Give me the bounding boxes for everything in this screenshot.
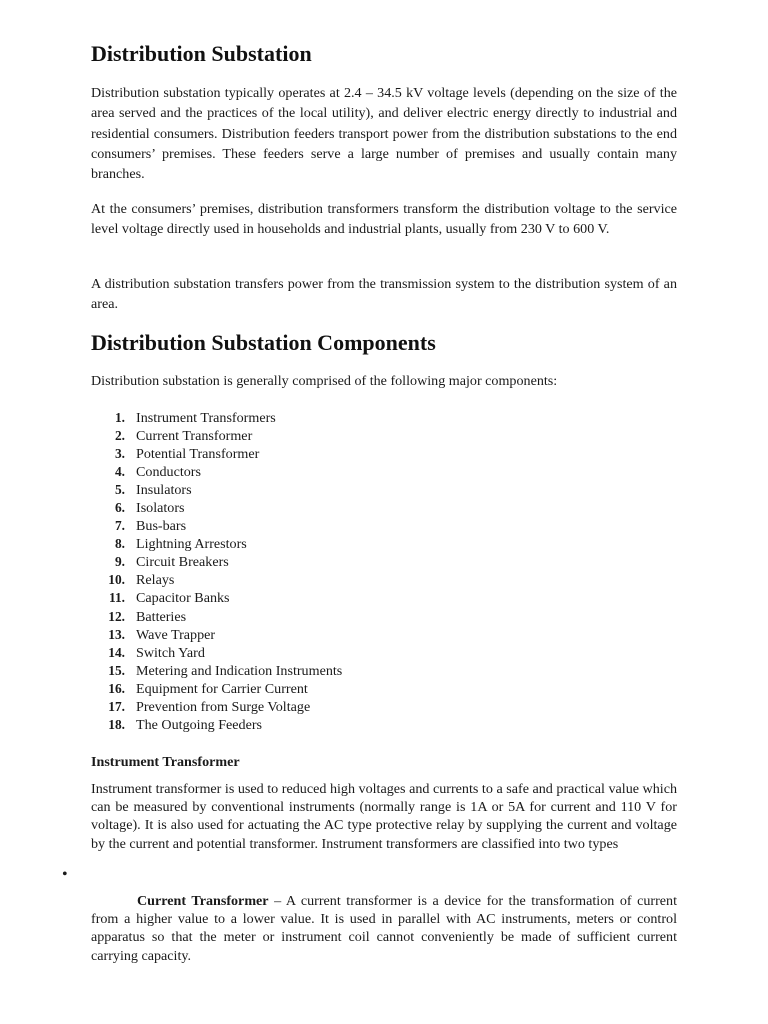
paragraph-substation-overview: Distribution substation typically operates at 2.4 – 34.5 kV voltage levels (depending on the size of the area served and the practices of the local utility), and deliver electric energy directly to industrial and residential consumers. Distribution feeders transport power from the distribution substations to the end consumers’ premises. These feeders serve a large number of premises and usually contain many branches. xyxy=(91,85,677,183)
list-number: 17. xyxy=(108,698,125,714)
list-item-label: Metering and Indication Instruments xyxy=(136,662,343,679)
list-item xyxy=(91,517,491,535)
heading-distribution-substation: Distribution Substation xyxy=(91,41,312,66)
list-item xyxy=(91,481,491,499)
list-item xyxy=(91,463,491,481)
list-number: 15. xyxy=(108,662,125,678)
list-item xyxy=(91,680,491,698)
list-number: 13. xyxy=(108,626,125,642)
list-item xyxy=(91,698,491,716)
list-item-label: Insulators xyxy=(136,482,192,499)
list-item-label: Lightning Arrestors xyxy=(136,536,247,553)
list-item xyxy=(91,644,491,662)
list-number: 6. xyxy=(114,500,125,516)
list-item xyxy=(91,589,491,607)
list-number: 11. xyxy=(109,590,125,606)
paragraph-instrument-transformer: Instrument transformer is used to reduced high voltages and currents to a safe and practical value which can be measured by conventional instruments (normally range is 1A or 5A for current and 110 V for voltage). It is also used for actuating the AC type protective relay by supplying the current and voltage by the current and potential transformer. Instrument transformers are classified into two types xyxy=(91,781,677,852)
list-item xyxy=(91,571,491,589)
list-number: 1. xyxy=(114,410,125,425)
current-transformer-text: – A current transformer is a device for the transformation of current from a higher value to a lower value. It is used in parallel with AC instruments, meters or control apparatus so that the meter or instrument coil cannot conveniently be made of sufficient current carrying capacity. xyxy=(91,893,677,964)
list-number: 9. xyxy=(114,554,125,570)
list-number: 5. xyxy=(114,482,125,498)
list-number: 2. xyxy=(114,428,125,444)
list-item xyxy=(91,608,491,626)
list-item xyxy=(91,716,491,734)
list-item-label: Equipment for Carrier Current xyxy=(136,680,308,697)
list-item-label: Batteries xyxy=(136,608,187,625)
list-item-label: The Outgoing Feeders xyxy=(136,716,263,733)
list-number: 4. xyxy=(114,464,125,480)
list-number: 8. xyxy=(114,536,125,552)
current-transformer-term: Current Transformer xyxy=(137,893,269,909)
list-item xyxy=(91,535,491,553)
paragraph-consumer-premises: At the consumers’ premises, distribution transformers transform the distribution voltage to the service level voltage directly used in households and industrial plants, usually from 230 V to 600 V. xyxy=(91,201,677,238)
list-number: 7. xyxy=(114,518,125,534)
list-item-label: Bus-bars xyxy=(136,518,187,535)
list-number: 3. xyxy=(114,446,125,462)
list-number: 12. xyxy=(108,608,125,624)
list-item xyxy=(91,662,491,680)
list-item xyxy=(91,626,491,644)
list-number: 10. xyxy=(108,572,125,588)
list-number: 16. xyxy=(108,680,125,696)
list-item xyxy=(91,445,491,463)
list-item-label: Switch Yard xyxy=(136,644,205,661)
list-item-label: Capacitor Banks xyxy=(136,590,230,607)
list-item-label: Current Transformer xyxy=(136,428,253,445)
list-item-label: Prevention from Surge Voltage xyxy=(136,698,311,715)
subheading-instrument-transformer: Instrument Transformer xyxy=(91,754,240,770)
list-item-label: Wave Trapper xyxy=(136,626,216,643)
list-item xyxy=(91,499,491,517)
list-item-label: Conductors xyxy=(136,464,201,481)
list-item xyxy=(91,553,491,571)
bullet-point: • xyxy=(62,866,68,883)
list-item xyxy=(91,409,491,427)
paragraph-current-transformer xyxy=(91,892,677,965)
paragraph-power-transfer: A distribution substation transfers power from the transmission system to the distribution system of an area. xyxy=(91,276,677,313)
list-item-label: Instrument Transformers xyxy=(136,410,276,426)
paragraph-components-intro: Distribution substation is generally comprised of the following major components: xyxy=(91,373,558,389)
list-number: 18. xyxy=(108,716,125,732)
components-list xyxy=(91,409,491,734)
list-item-label: Circuit Breakers xyxy=(136,554,229,571)
list-item-label: Isolators xyxy=(136,500,185,517)
list-item-label: Potential Transformer xyxy=(136,446,260,463)
list-item xyxy=(91,427,491,445)
list-item-label: Relays xyxy=(136,572,175,589)
list-number: 14. xyxy=(108,644,125,660)
heading-substation-components: Distribution Substation Components xyxy=(91,330,436,355)
